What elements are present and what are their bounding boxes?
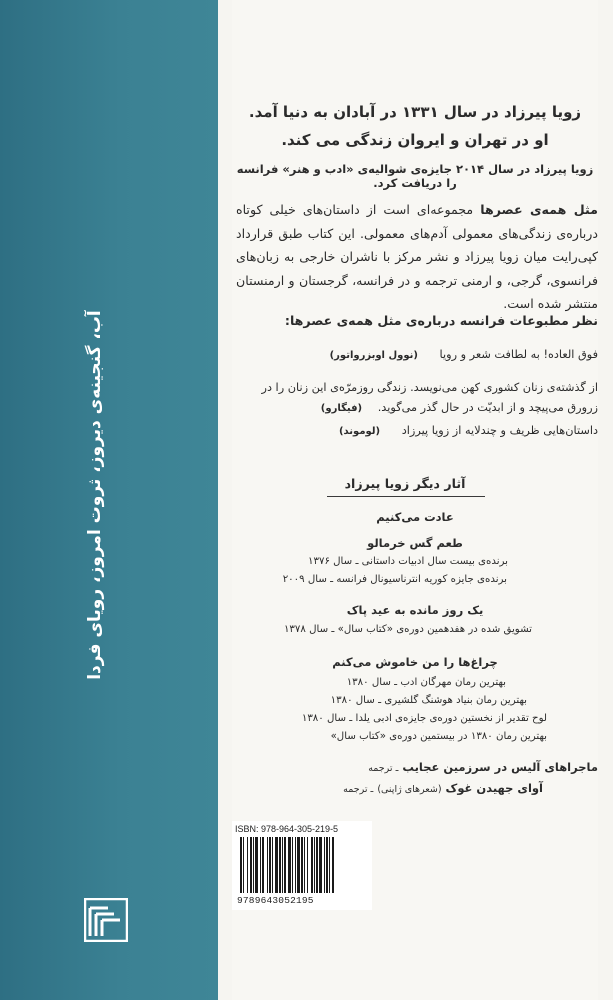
barcode-panel (232, 821, 372, 910)
review-quote: داستان‌هایی ظریف و چندلایه از زویا پیرزاد (401, 424, 598, 437)
work-title: چراغ‌ها را من خاموش می‌کنم (332, 655, 498, 669)
work-title: عادت می‌کنیم (376, 510, 454, 524)
work-note: بهترین رمان بنیاد هوشنگ گلشیری ـ سال ۱۳۸۰ (330, 695, 527, 706)
ean-number: 9789643052195 (237, 895, 314, 906)
work-note: تشویق شده در هفدهمین دوره‌ی «کتاب سال» ـ سال ۱۳۷۸ (283, 624, 532, 635)
translation-note: ـ ترجمه (368, 763, 399, 774)
translation-note: ـ ترجمه (343, 784, 374, 795)
other-works-heading: آثار دیگر زویا پیرزاد (344, 476, 466, 491)
work-note: برنده‌ی جایزه کوریه انترناسیونال فرانسه ـ سال ۲۰۰۹ (282, 574, 507, 585)
publisher-logo-icon (84, 898, 128, 942)
author-bio-line-1: زویا پیرزاد در سال ۱۳۳۱ در آبادان به دنیا آمد. (248, 103, 582, 121)
work-note: بهترین رمان ۱۳۸۰ در بیستمین دوره‌ی «کتاب سال» (330, 731, 547, 742)
review-item (236, 421, 598, 442)
translation-title: ماجراهای آلیس در سرزمین عجایب (402, 760, 598, 774)
review-quote: از گذشته‌ی زنان کشوری کهن می‌نویسد. زندگی روزمرّه‌ی این زنان را در زرورق می‌پیچد و از ابدیّت در حال گذر می‌گوید. (261, 381, 598, 414)
book-title-inline: مثل همه‌ی عصرها (480, 202, 598, 217)
work-title: طعم گس خرمالو (367, 536, 463, 550)
book-description (236, 198, 598, 316)
spine-band (0, 0, 218, 1000)
work-title: یک روز مانده به عید پاک (346, 603, 484, 617)
translation-title: آوای جهیدن غوک (445, 781, 543, 795)
review-source: (فیگارو) (320, 403, 363, 414)
spine-slogan: آب، گنجینه‌ی دیروز، ثروت امروز، رویای فردا (85, 310, 105, 680)
review-source: (لوموند) (338, 426, 381, 437)
work-note: بهترین رمان مهرگان ادب ـ سال ۱۳۸۰ (346, 677, 506, 688)
translation-item (243, 781, 543, 795)
author-bio-line-2: او در تهران و ایروان زندگی می کند. (281, 131, 549, 149)
review-item (236, 378, 598, 419)
translation-subtitle: (شعرهای ژاپنی) (377, 784, 442, 795)
translation-item (232, 760, 598, 774)
isbn-label: ISBN: 978-964-305-219-5 (235, 824, 339, 834)
author-award-line: زویا پیرزاد در سال ۲۰۱۴ جایزه‌ی شوالیه‌ی «ادب و هنر» فرانسه را دریافت کرد. (236, 162, 594, 190)
work-note: لوح تقدیر از نخستین دوره‌ی جایزه‌ی ادبی یلدا ـ سال ۱۳۸۰ (301, 713, 547, 724)
review-source: (نوول اوبزرواتور) (329, 350, 418, 361)
reviews-heading: نظر مطبوعات فرانسه درباره‌ی مثل همه‌ی عصرها: (284, 313, 598, 328)
heading-underline (327, 496, 485, 497)
barcode-icon (238, 837, 366, 893)
description-text: مجموعه‌ای است از داستان‌های خیلی کوتاه درباره‌ی زندگی‌های معمولی آدم‌های معمولی. این کتاب طبق قرارداد کپی‌رایت میان زویا پیرزاد و نشر مرکز با ناشران خارجی به زبان‌های فرانسوی، گرجی، و ارمنی ترجمه و در فرانسه، گرجستان و ارمنستان منتشر شده است. (236, 202, 598, 311)
review-quote: فوق العاده! به لطافت شعر و رویا (439, 348, 598, 361)
work-note: برنده‌ی بیست سال ادبیات داستانی ـ سال ۱۳۷۶ (308, 556, 508, 567)
review-item (236, 345, 598, 366)
